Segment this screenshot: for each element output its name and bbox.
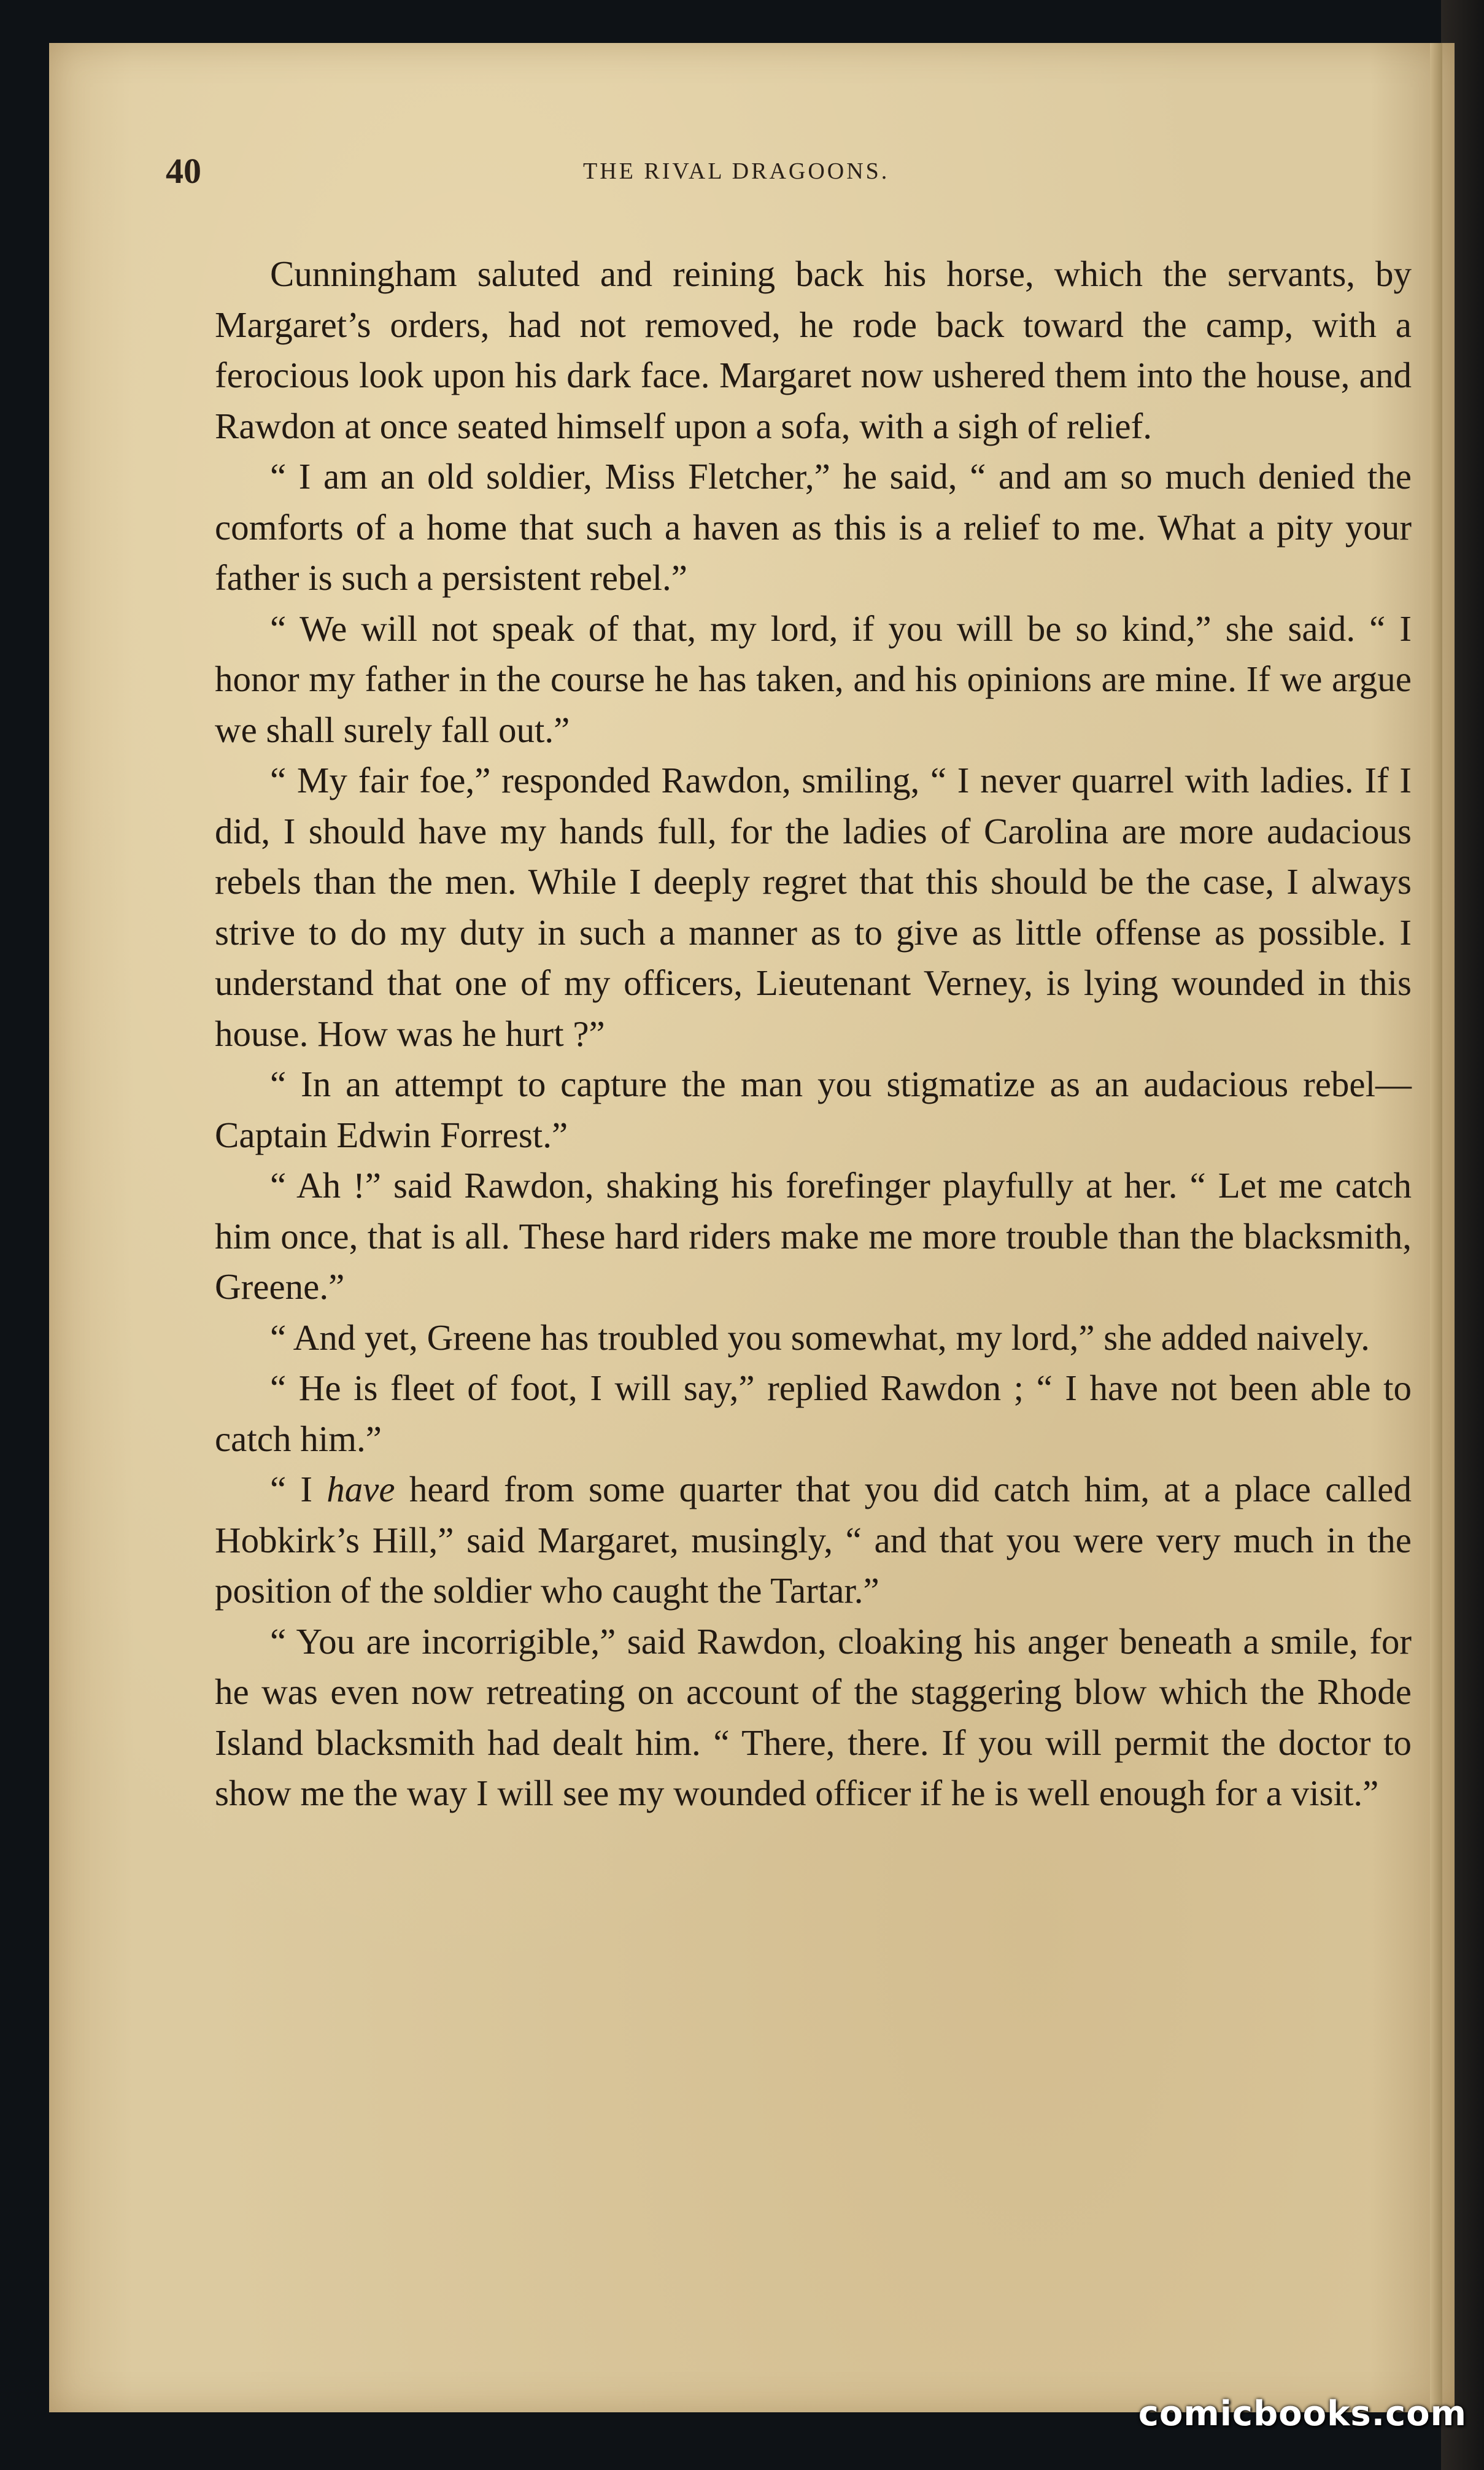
- paragraph-text: heard from some quarter that you did catch him, at a place called Hobkirk’s Hill,” said Margaret, musingly, “ and that you were very much in the position of the soldier who caught the Tartar.”: [215, 1469, 1412, 1611]
- paragraph-text: “ I: [270, 1469, 327, 1509]
- italic-word: have: [327, 1469, 395, 1509]
- paragraph: “ In an attempt to capture the man you stigmatize as an audacious rebel—Captain Edwin Forrest.”: [215, 1064, 1412, 1155]
- running-title: THE RIVAL DRAGOONS.: [583, 158, 890, 184]
- paragraph: “ My fair foe,” responded Rawdon, smiling, “ I never quarrel with ladies. If I did, I should have my hands full, for the ladies of Carolina are more audacious rebels than the men. While I deeply regret that this should be the case, I always strive to do my duty in such a manner as to give as little offense as possible. I understand that one of my officers, Lieutenant Verney, is lying wounded in this house. How was he hurt ?”: [215, 760, 1412, 1054]
- paragraph: “ You are incorrigible,” said Rawdon, cloaking his anger beneath a smile, for he was even now retreating on account of the staggering blow which the Rhode Island blacksmith had dealt him. “ There, there. If you will permit the doctor to show me the way I will see my wounded officer if he is well enough for a visit.”: [215, 1620, 1412, 1813]
- page-edge: [1430, 43, 1442, 2412]
- paragraph: “ I am an old soldier, Miss Fletcher,” he said, “ and am so much denied the comforts of a home that such a haven as this is a relief to me. What a pity your father is such a persistent rebel.”: [215, 456, 1412, 598]
- watermark: comicbooks.com: [1138, 2394, 1467, 2434]
- paragraph: “ Ah !” said Rawdon, shaking his forefinger playfully at her. “ Let me catch him once, that is all. These hard riders make me more trouble than the blacksmith, Greene.”: [215, 1165, 1412, 1307]
- page-number: 40: [166, 151, 201, 191]
- paragraph: [215, 1464, 1412, 1616]
- body-text: [215, 249, 1412, 1819]
- paragraph: “ He is fleet of foot, I will say,” replied Rawdon ; “ I have not been able to catch him.”: [215, 1368, 1412, 1459]
- paragraph: “ And yet, Greene has troubled you somewhat, my lord,” she added naively.: [270, 1317, 1370, 1358]
- paragraph: Cunningham saluted and reining back his horse, which the servants, by Margaret’s orders, had not removed, he rode back toward the camp, with a ferocious look upon his dark face. Margaret now ushered them into the house, and Rawdon at once seated himself upon a sofa, with a sigh of relief.: [215, 254, 1412, 446]
- paragraph: “ We will not speak of that, my lord, if you will be so kind,” she said. “ I honor my father in the course he has taken, and his opinions are mine. If we argue we shall surely fall out.”: [215, 608, 1412, 750]
- page-header: [166, 150, 1356, 199]
